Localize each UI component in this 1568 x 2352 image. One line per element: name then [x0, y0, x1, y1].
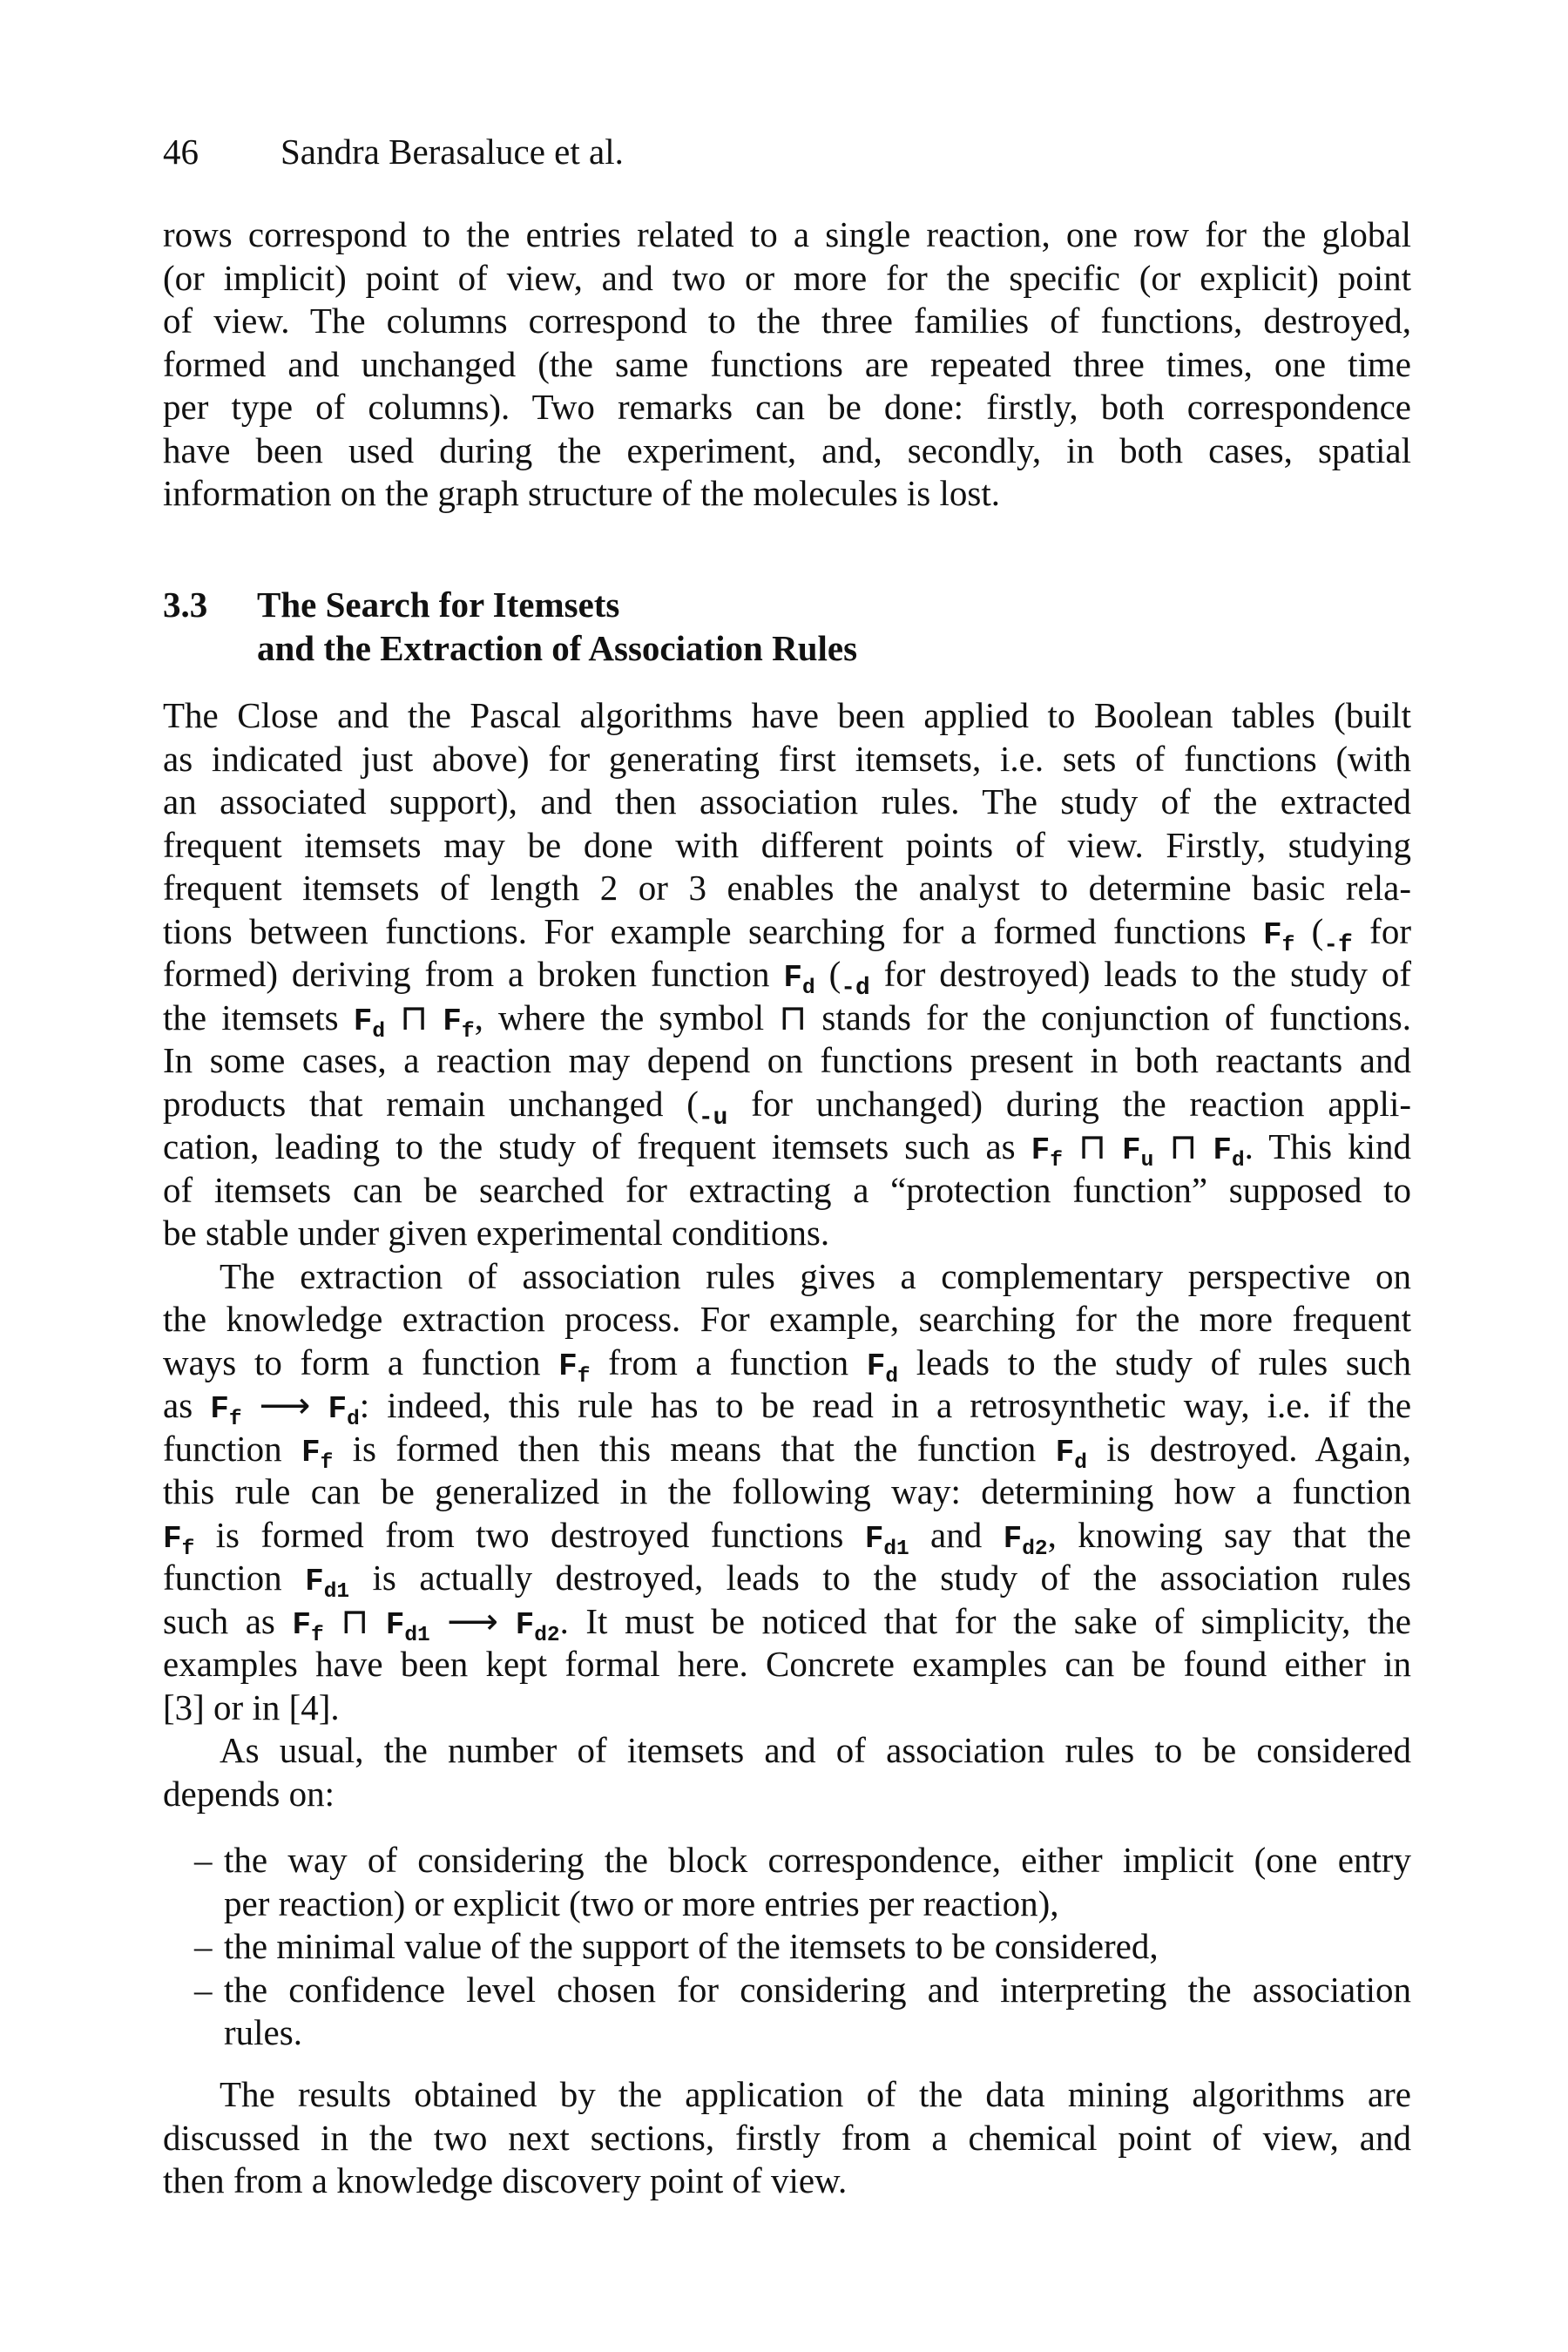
function-letter: F [1262, 916, 1282, 953]
text-run: the knowledge extraction process. For example, searching for the more frequent [163, 1299, 1411, 1339]
function-symbol [1122, 1132, 1154, 1173]
function-symbol [1055, 1434, 1087, 1475]
text-line [163, 343, 1411, 387]
text-run: ( [1294, 910, 1324, 951]
list-item-line: the way of considering the block correspondence, either implicit (one entry [224, 1840, 1411, 1880]
section-title [257, 584, 857, 670]
text-run: As usual, the number of itemsets and of association rules to be considered [220, 1730, 1411, 1770]
function-letter: F [864, 1520, 884, 1557]
text-run: is destroyed. Again, [1086, 1428, 1411, 1469]
function-subscript: d [372, 1019, 386, 1044]
text-line [163, 1255, 1411, 1299]
dash-bullet: – [194, 1969, 213, 2010]
text-run: is actually destroyed, leads to the study of the association rules [349, 1558, 1411, 1598]
function-letter: F [1213, 1132, 1232, 1168]
text-line [163, 429, 1411, 473]
function-subscript: d [1231, 1148, 1245, 1173]
text-run: leads to the study of rules such [898, 1342, 1411, 1382]
function-symbol [328, 1391, 360, 1431]
dash-list [163, 1839, 1411, 2055]
paragraph [163, 1255, 1411, 1730]
closing-paragraph [163, 2073, 1411, 2203]
text-run: rows correspond to the entries related to a single reaction, one row for the global [163, 214, 1411, 254]
text-run: this rule can be generalized in the following way: determining how a function [163, 1471, 1411, 1511]
function-subscript: f [1050, 1148, 1063, 1173]
function-subscript: d1 [323, 1579, 350, 1604]
text-run: ⟶ [241, 1385, 328, 1425]
function-letter: F [866, 1348, 886, 1384]
text-line [163, 1773, 1411, 1816]
text-line [163, 1428, 1411, 1475]
function-subscript: d2 [534, 1623, 560, 1647]
text-run: the itemsets [163, 997, 354, 1037]
function-subscript: d1 [404, 1623, 430, 1647]
text-run: ⊓ [385, 997, 443, 1037]
function-letter: F [558, 1348, 578, 1384]
function-subscript: f [311, 1623, 324, 1647]
dash-bullet: – [194, 1926, 213, 1966]
text-run: for destroyed) leads to the study of [869, 954, 1412, 994]
text-run: , where the symbol ⊓ stands for the conjunction of functions. [474, 997, 1411, 1037]
function-symbol [163, 1520, 195, 1561]
text-line [163, 1600, 1411, 1647]
text-run: cation, leading to the study of frequent itemsets such as [163, 1126, 1031, 1166]
subscript-marker: -f [1323, 931, 1353, 959]
text-line [163, 2073, 1411, 2117]
text-run: formed) deriving from a broken function [163, 954, 784, 994]
list-item [163, 1925, 1411, 1969]
function-symbol [210, 1391, 242, 1431]
text-line [163, 1039, 1411, 1083]
function-symbol [301, 1434, 334, 1475]
text-line [163, 257, 1411, 301]
text-line [163, 953, 1412, 1002]
paragraph [163, 694, 1411, 1255]
paragraph-continued [163, 213, 1411, 516]
text-line [163, 1514, 1411, 1561]
text-line [163, 472, 1411, 516]
text-run: ( [814, 954, 841, 994]
list-item [163, 1969, 1411, 2055]
function-letter: F [301, 1434, 321, 1470]
function-subscript: f [577, 1364, 591, 1389]
text-run: of view. The columns correspond to the three families of functions, destroyed, [163, 301, 1411, 341]
text-run: : indeed, this rule has to be read in a retrosynthetic way, i.e. if the [359, 1385, 1412, 1425]
text-line [163, 997, 1411, 1044]
text-line [163, 213, 1411, 257]
paragraph [163, 1729, 1411, 1815]
text-run: of itemsets can be searched for extracting a “protection function” supposed to [163, 1169, 1411, 1210]
text-run: function [163, 1428, 301, 1469]
dash-bullet: – [194, 1840, 213, 1880]
function-subscript: f [228, 1407, 242, 1431]
function-subscript: d [802, 976, 815, 1000]
text-line [163, 2159, 1411, 2203]
text-line [163, 1298, 1411, 1342]
text-line [163, 386, 1411, 429]
function-symbol [305, 1564, 350, 1604]
subscript-marker: -u [698, 1104, 728, 1132]
section-number: 3.3 [163, 585, 208, 625]
function-symbol [515, 1606, 560, 1647]
text-run: ⊓ [1153, 1126, 1213, 1166]
function-letter: F [163, 1520, 182, 1557]
paragraph [163, 2073, 1411, 2203]
function-subscript: f [1281, 933, 1295, 957]
function-subscript: f [320, 1450, 334, 1475]
text-run: be stable under given experimental conditions. [163, 1213, 830, 1253]
text-line [163, 824, 1411, 868]
text-line [163, 694, 1411, 738]
text-run: information on the graph structure of the molecules is lost. [163, 473, 1000, 513]
text-line [163, 1169, 1411, 1213]
text-line [163, 781, 1411, 824]
text-run: per type of columns). Two remarks can be done: firstly, both correspondence [163, 387, 1411, 427]
text-run: . This kind [1244, 1126, 1412, 1166]
function-subscript: d [1074, 1450, 1087, 1475]
text-line [163, 1384, 1412, 1431]
function-symbol [558, 1348, 591, 1389]
section-title-line: The Search for Itemsets [257, 585, 620, 625]
text-run: for [1352, 910, 1411, 951]
text-run: In some cases, a reaction may depend on functions present in both reactants and [163, 1040, 1411, 1080]
function-symbol [292, 1606, 324, 1647]
text-run: ways to form a function [163, 1342, 559, 1382]
text-run: , knowing say that the [1047, 1514, 1411, 1555]
function-symbol [864, 1520, 909, 1561]
text-run: The Close and the Pascal algorithms have been applied to Boolean tables (built [163, 695, 1411, 735]
text-run: The results obtained by the application of the data mining algorithms are [220, 2074, 1411, 2114]
list-item-line: per reaction) or explicit (two or more entries per reaction), [224, 1882, 1059, 1923]
function-subscript: u [1140, 1148, 1154, 1173]
function-symbol [443, 1003, 475, 1044]
function-letter: F [1003, 1520, 1023, 1557]
section-title-line: and the Extraction of Association Rules [257, 627, 858, 668]
function-letter: F [1031, 1132, 1051, 1168]
text-run: . It must be noticed that for the sake of simplicity, the [559, 1600, 1411, 1641]
function-symbol [1213, 1132, 1245, 1173]
function-symbol [1003, 1520, 1048, 1561]
function-symbol [1262, 916, 1295, 957]
function-letter: F [515, 1606, 535, 1643]
text-run: depends on: [163, 1773, 335, 1814]
text-run: then from a knowledge discovery point of view. [163, 2160, 848, 2200]
text-run: frequent itemsets may be done with different points of view. Firstly, studying [163, 824, 1411, 865]
text-run: examples have been kept formal here. Concrete examples can be found either in [163, 1644, 1411, 1684]
function-letter: F [210, 1391, 229, 1427]
running-head [163, 131, 624, 174]
running-head-author: Sandra Berasaluce et al. [280, 132, 624, 172]
text-run: ⊓ [323, 1600, 386, 1641]
function-letter: F [292, 1606, 311, 1643]
text-run: discussed in the two next sections, firstly from a chemical point of view, and [163, 2117, 1411, 2158]
function-subscript: d [885, 1364, 899, 1389]
text-run: (or implicit) point of view, and two or more for the specific (or explicit) point [163, 257, 1411, 298]
function-letter: F [443, 1003, 462, 1039]
text-run: frequent itemsets of length 2 or 3 enables the analyst to determine basic rela- [163, 868, 1411, 908]
text-line [163, 1643, 1411, 1686]
text-run: and [909, 1514, 1004, 1555]
text-line [163, 1470, 1411, 1514]
text-line [163, 1083, 1411, 1132]
section-body [163, 694, 1411, 1815]
list-item-line: rules. [224, 2012, 302, 2052]
function-symbol [353, 1003, 386, 1044]
page-number: 46 [163, 132, 199, 172]
text-run: is formed then this means that the function [333, 1428, 1056, 1469]
list-item [163, 1839, 1411, 1925]
list-item-line: the confidence level chosen for considering and interpreting the association [224, 1969, 1411, 2010]
text-run: ⊓ [1062, 1126, 1122, 1166]
text-run: for unchanged) during the reaction appli- [727, 1083, 1411, 1124]
function-subscript: d2 [1022, 1537, 1048, 1561]
text-line [163, 910, 1411, 959]
function-subscript: f [461, 1019, 475, 1044]
text-line [163, 1557, 1411, 1604]
subscript-marker: -d [841, 974, 870, 1002]
function-letter: F [305, 1564, 324, 1599]
text-line [163, 300, 1411, 343]
function-letter: F [783, 960, 803, 996]
text-run: is formed from two destroyed functions [194, 1514, 865, 1555]
text-run: as indicated just above) for generating first itemsets, i.e. sets of functions (with [163, 738, 1411, 779]
list-item-line: the minimal value of the support of the itemsets to be considered, [224, 1926, 1159, 1966]
text-run: The extraction of association rules gives a complementary perspective on [220, 1255, 1411, 1296]
text-run: as [163, 1385, 211, 1425]
text-line [163, 1686, 1411, 1730]
text-line [163, 1729, 1411, 1773]
function-subscript: d [347, 1407, 360, 1431]
text-line [163, 867, 1411, 910]
function-subscript: f [181, 1537, 195, 1561]
function-letter: F [328, 1391, 348, 1427]
function-letter: F [353, 1003, 373, 1039]
text-run: ⟶ [429, 1600, 516, 1641]
text-line [163, 738, 1411, 781]
function-symbol [866, 1348, 899, 1389]
text-run: have been used during the experiment, and, secondly, in both cases, spatial [163, 429, 1411, 470]
function-symbol [385, 1606, 430, 1647]
function-symbol [1031, 1132, 1063, 1173]
text-run: such as [163, 1600, 293, 1641]
text-run: tions between functions. For example searching for a formed functions [163, 910, 1263, 951]
text-line [163, 1125, 1412, 1173]
text-run: formed and unchanged (the same functions are repeated three times, one time [163, 343, 1411, 384]
text-line [163, 2117, 1411, 2160]
text-run: from a function [590, 1342, 867, 1382]
function-letter: F [1055, 1434, 1075, 1470]
function-letter: F [385, 1606, 405, 1643]
paragraph [163, 213, 1411, 516]
text-run: function [163, 1558, 306, 1598]
function-letter: F [1122, 1132, 1141, 1168]
text-run: [3] or in [4]. [163, 1686, 340, 1727]
text-line [163, 1342, 1411, 1389]
text-run: an associated support), and then association rules. The study of the extracted [163, 781, 1411, 821]
function-symbol [783, 960, 815, 1000]
function-subscript: d1 [883, 1537, 909, 1561]
text-line [163, 1212, 1411, 1255]
text-run: products that remain unchanged ( [163, 1083, 699, 1124]
